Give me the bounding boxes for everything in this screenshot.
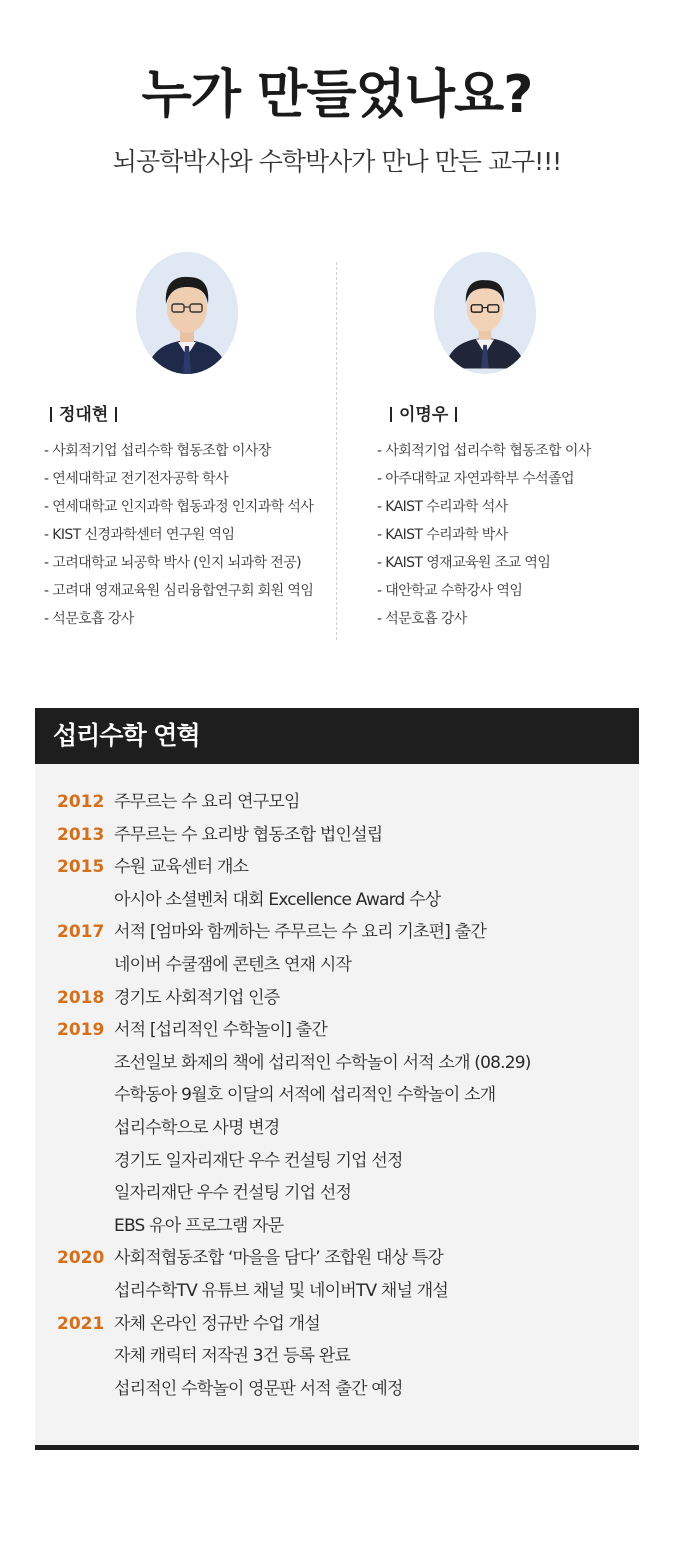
timeline-event: 조선일보 화제의 책에 섭리적인 수학놀이 서적 소개 (08.29) xyxy=(114,1052,531,1073)
history-title: 섭리수학 연혁 xyxy=(35,708,639,764)
timeline-event: 주무르는 수 요리 연구모임 xyxy=(114,792,300,812)
timeline-event: 서적 [엄마와 함께하는 주무르는 수 요리 기초편] 출간 xyxy=(114,922,486,943)
timeline-row xyxy=(57,1112,531,1145)
career-item: - 석문호흡 강사 xyxy=(44,611,134,627)
career-list xyxy=(44,437,313,633)
timeline-row xyxy=(57,1177,531,1210)
person-name xyxy=(43,400,124,425)
person-name-text: 정대현 xyxy=(59,405,109,425)
timeline-event: 섭리수학TV 유튜브 채널 및 네이버TV 채널 개설 xyxy=(114,1280,449,1301)
person-name-text: 이명우 xyxy=(399,405,449,425)
timeline-event: 경기도 사회적기업 인증 xyxy=(114,987,280,1008)
timeline-year: 2018 xyxy=(57,987,105,1008)
history-bottom-border xyxy=(35,1445,639,1450)
career-item: - 연세대학교 전기전자공학 학사 xyxy=(44,471,229,487)
timeline-year: 2019 xyxy=(57,1020,105,1041)
timeline-row xyxy=(57,1373,531,1406)
timeline-row xyxy=(57,1079,531,1112)
career-item: - 대안학교 수학강사 역임 xyxy=(377,583,523,599)
timeline-row xyxy=(57,949,531,982)
timeline-row xyxy=(57,786,531,819)
timeline-event: 사회적협동조합 ‘마을을 담다’ 조합원 대상 특강 xyxy=(114,1248,444,1269)
timeline-row xyxy=(57,916,531,949)
page-subtitle: 뇌공학박사와 수학박사가 만나 만든 교구!!! xyxy=(112,147,562,176)
name-bracket xyxy=(455,407,457,422)
timeline-event: 주무르는 수 요리방 협동조합 법인설립 xyxy=(114,824,383,845)
timeline-event: 섭리적인 수학놀이 영문판 서적 출간 예정 xyxy=(114,1378,403,1399)
career-item: - 연세대학교 인지과학 협동과정 인지과학 석사 xyxy=(44,499,314,515)
profile-divider xyxy=(336,262,337,640)
timeline-event: 아시아 소셜벤처 대회 Excellence Award 수상 xyxy=(114,889,441,910)
timeline-row xyxy=(57,1275,531,1308)
timeline-event: 경기도 일자리재단 우수 컨설팅 기업 선정 xyxy=(114,1150,403,1171)
timeline-row xyxy=(57,1210,531,1243)
timeline-event: 수학동아 9월호 이달의 서적에 섭리적인 수학놀이 소개 xyxy=(114,1085,496,1106)
timeline-year: 2021 xyxy=(57,1313,105,1334)
timeline-row xyxy=(57,1014,531,1047)
avatar-photo xyxy=(136,252,238,374)
name-bracket xyxy=(390,407,392,422)
timeline-year: 2012 xyxy=(57,792,105,812)
timeline-year: 2015 xyxy=(57,857,105,878)
name-bracket xyxy=(115,407,117,422)
career-item: - KAIST 영재교육원 조교 역임 xyxy=(377,555,551,571)
career-item: - 사회적기업 섭리수학 협동조합 이사 xyxy=(377,443,591,459)
timeline-row xyxy=(57,1340,531,1373)
page-title: 누가 만들었나요? xyxy=(141,65,533,125)
timeline-row xyxy=(57,982,531,1015)
career-item: - 고려대학교 뇌공학 박사 (인지 뇌과학 전공) xyxy=(44,555,301,571)
career-item: - KIST 신경과학센터 연구원 역임 xyxy=(44,527,235,543)
avatar-photo xyxy=(434,252,536,374)
career-item: - KAIST 수리과학 박사 xyxy=(377,527,508,543)
timeline-row xyxy=(57,884,531,917)
timeline-event: 네이버 수쿨잼에 콘텐츠 연재 시작 xyxy=(114,954,352,975)
timeline-year: 2017 xyxy=(57,922,105,943)
career-item: - KAIST 수리과학 석사 xyxy=(377,499,508,515)
timeline-year: 2020 xyxy=(57,1248,105,1269)
timeline-event: 자체 온라인 정규반 수업 개설 xyxy=(114,1313,320,1334)
career-item: - 석문호흡 강사 xyxy=(377,611,467,627)
timeline-year: 2013 xyxy=(57,824,105,845)
timeline-event: 섭리수학으로 사명 변경 xyxy=(114,1117,280,1138)
person-name xyxy=(383,400,464,425)
career-item: - 아주대학교 자연과학부 수석졸업 xyxy=(377,471,574,487)
career-list xyxy=(377,437,591,633)
career-item: - 고려대 영재교육원 심리융합연구회 회원 역임 xyxy=(44,583,314,599)
career-item: - 사회적기업 섭리수학 협동조합 이사장 xyxy=(44,443,271,459)
history-timeline xyxy=(57,786,531,1405)
timeline-event: 일자리재단 우수 컨설팅 기업 선정 xyxy=(114,1183,352,1204)
timeline-event: 자체 캐릭터 저작권 3건 등록 완료 xyxy=(114,1346,351,1367)
timeline-row xyxy=(57,819,531,852)
name-bracket xyxy=(50,407,52,422)
timeline-row xyxy=(57,1242,531,1275)
timeline-row xyxy=(57,1145,531,1178)
timeline-row xyxy=(57,1047,531,1080)
timeline-row xyxy=(57,851,531,884)
timeline-event: EBS 유아 프로그램 자문 xyxy=(114,1215,284,1236)
timeline-event: 수원 교육센터 개소 xyxy=(114,857,249,878)
timeline-event: 서적 [섭리적인 수학놀이] 출간 xyxy=(114,1020,327,1041)
timeline-row xyxy=(57,1308,531,1341)
